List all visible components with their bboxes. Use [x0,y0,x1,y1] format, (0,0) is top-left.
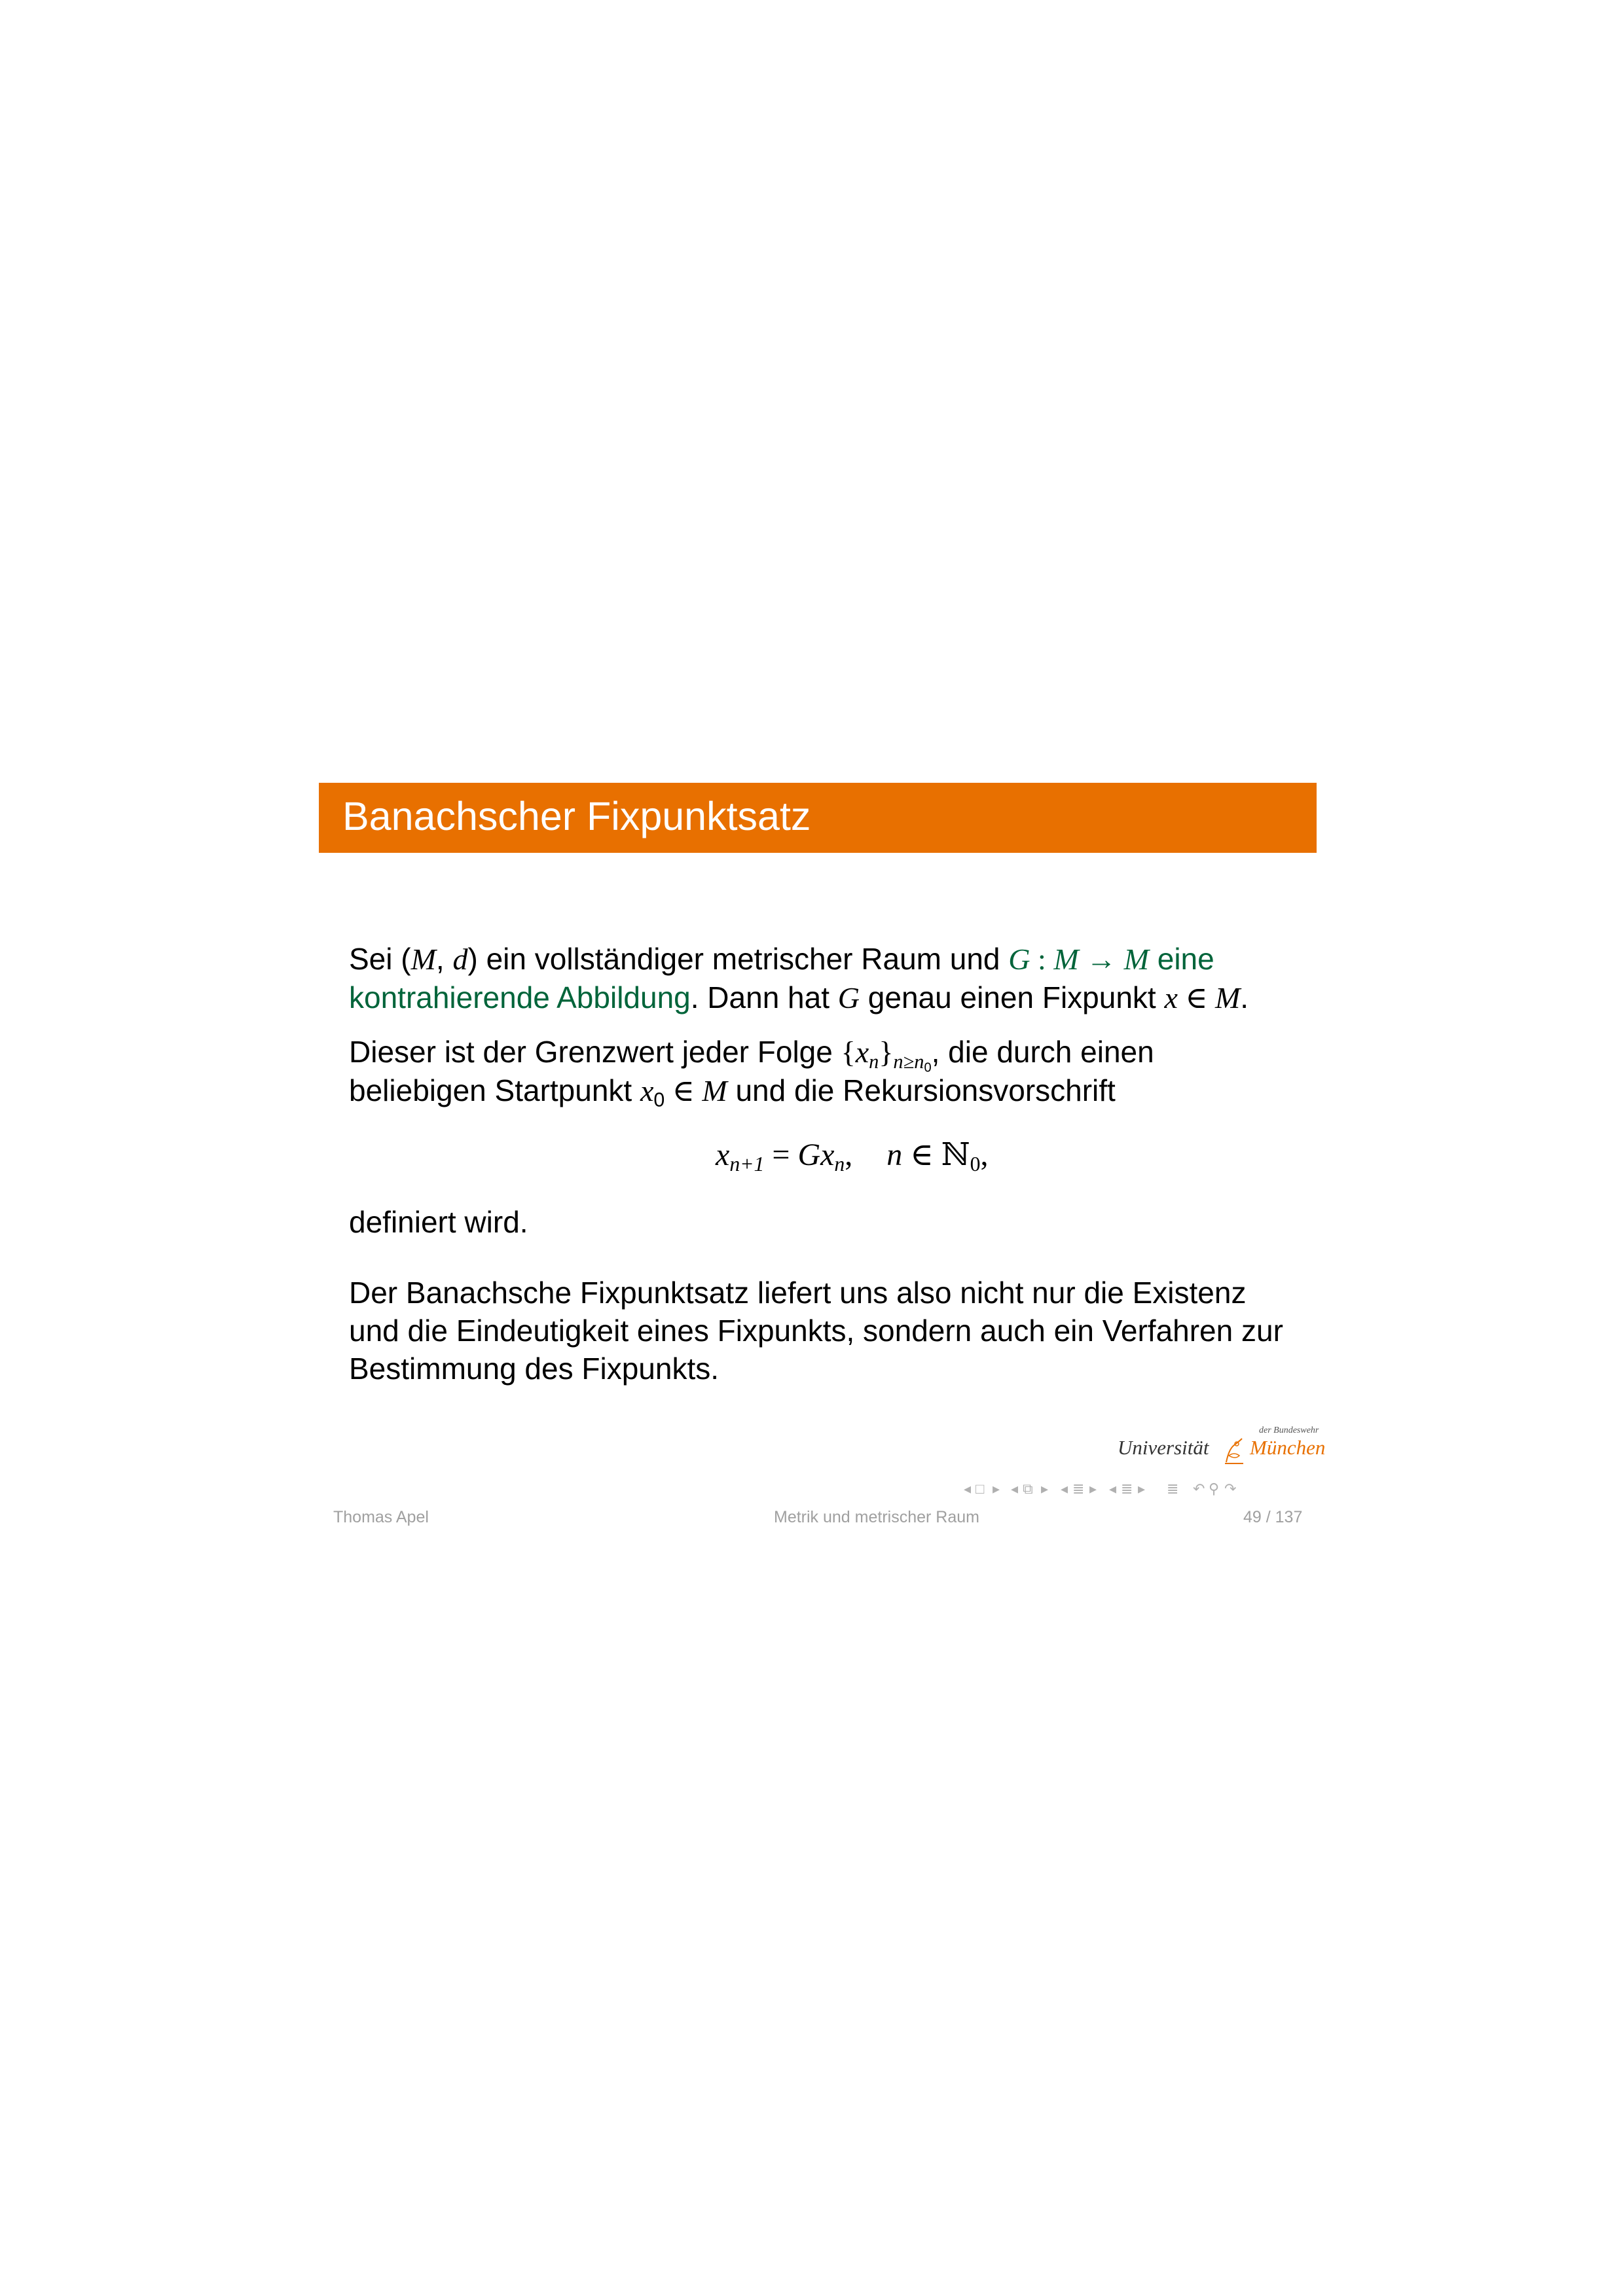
forward-icon[interactable]: ↷ [1224,1480,1237,1497]
prev-part-icon[interactable]: ◂ [1109,1480,1117,1497]
part-icon[interactable]: ≣ [1121,1480,1133,1497]
next-part-icon[interactable]: ▸ [1138,1480,1146,1497]
subsection-icon[interactable]: ⧉ [1023,1480,1033,1497]
footer-title: Metrik und metrischer Raum [774,1508,979,1526]
section-icon[interactable]: ≣ [1072,1480,1085,1497]
summary-paragraph [349,1274,1283,1388]
search-icon[interactable]: ⚲ [1209,1480,1220,1497]
theorem-statement [349,940,1249,1017]
prev-section-icon[interactable]: ◂ [1061,1480,1068,1497]
summary-line: Der Banachsche Fixpunktsatz liefert uns also nicht nur die Existenz [349,1276,1247,1310]
prev-frame-icon[interactable]: ◂ [964,1480,972,1497]
slide-title: Banachscher Fixpunktsatz [342,794,811,838]
title-bar [319,783,1317,853]
prev-subsection-icon[interactable]: ◂ [1011,1480,1019,1497]
limit-line-2: beliebigen Startpunkt $x_0$ ∈ M und die Rekursionsvorschrift [349,1073,1116,1111]
theorem-line-2: kontrahierende Abbildung. Dann hat G genau einen Fixpunkt x ∈ M. [349,980,1249,1014]
footer-page-number: 49 / 137 [1243,1508,1303,1526]
slide [319,783,1326,1529]
footer-author: Thomas Apel [333,1508,429,1526]
logo-university-text: Universität [1118,1436,1209,1459]
university-logo [1111,1426,1326,1465]
next-section-icon[interactable]: ▸ [1089,1480,1097,1497]
defined-text: definiert wird. [349,1205,528,1239]
contraction-map-highlight: G : M → M eine [1008,942,1214,976]
theorem-line-1: Sei (M, d) ein vollständiger metrischer Raum und G : M → M eine [349,942,1214,976]
back-icon[interactable]: ↶ [1193,1480,1205,1497]
contraction-term: kontrahierende Abbildung [349,980,691,1014]
next-subsection-icon[interactable]: ▸ [1041,1480,1049,1497]
recursion-formula: $x_{n+1} = Gx_n$, n ∈ ℕ$_0$, [716,1138,989,1175]
summary-line: Bestimmung des Fixpunkts. [349,1352,720,1386]
next-frame-icon[interactable]: ▸ [993,1480,1000,1497]
logo-subtitle: der Bundeswehr [1259,1426,1319,1435]
emblem-icon [1222,1436,1246,1465]
frame-icon[interactable]: □ [976,1480,985,1497]
limit-statement [349,1033,1154,1110]
limit-line-1: Dieser ist der Grenzwert jeder Folge $\{x_n\}_{n\ge n_0}$, die durch einen [349,1035,1154,1075]
logo-city-text: München [1250,1436,1326,1459]
document-icon[interactable]: ≣ [1167,1480,1179,1497]
summary-line: und die Eindeutigkeit eines Fixpunkts, sondern auch ein Verfahren zur [349,1314,1283,1348]
beamer-navigation [964,1479,1311,1499]
